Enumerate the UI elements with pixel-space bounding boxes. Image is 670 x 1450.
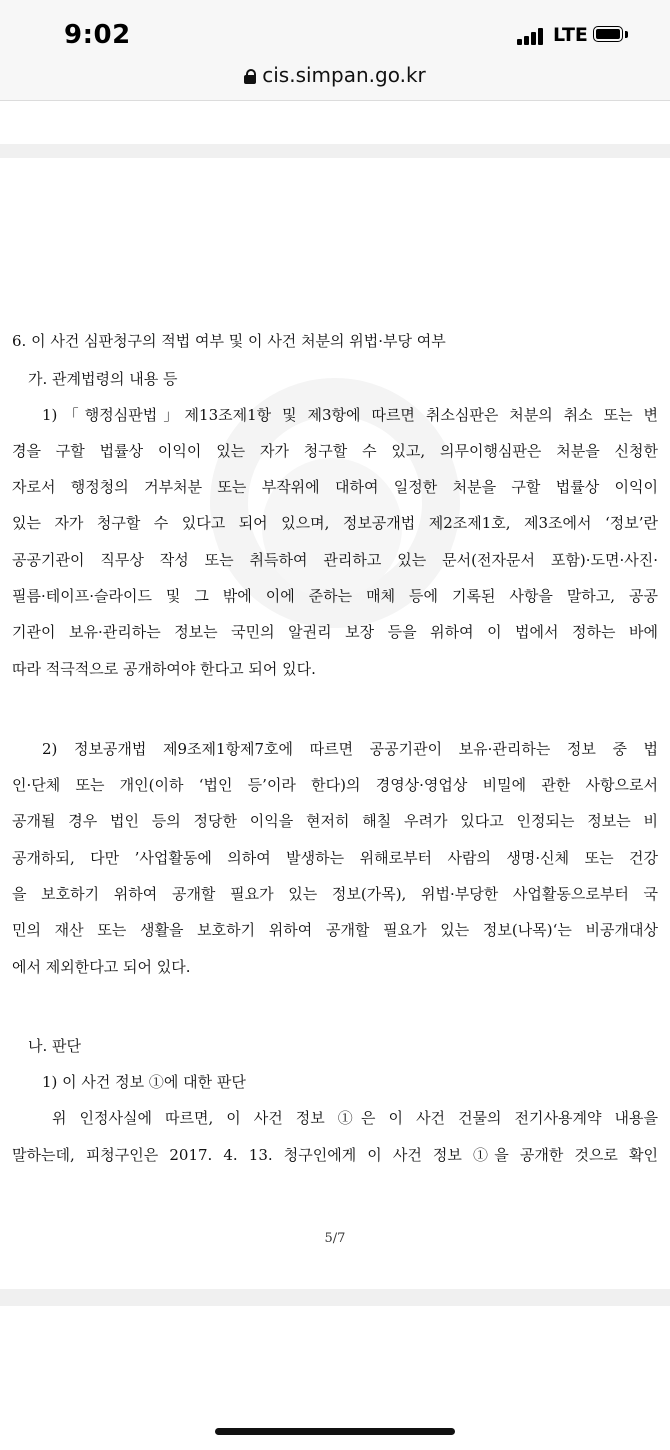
paragraph-line: 인·단체 또는 개인(이하 ‘법인 등’이라 한다)의 경영상·영업상 비밀에 관한 사항으로서 (12, 776, 658, 794)
paragraph-line: 에서 제외한다고 되어 있다. (12, 958, 191, 976)
status-bar (0, 0, 670, 101)
cellular-signal-icon (517, 27, 549, 45)
paragraph-line: 공개하되, 다만 ’사업활동에 의하여 발생하는 위해로부터 사람의 생명·신체 또는 건강 (12, 849, 658, 867)
page-number: 5/7 (324, 1231, 346, 1246)
battery-icon (593, 26, 629, 44)
subsection-heading: 가. 관계법령의 내용 등 (28, 370, 178, 388)
document-page (0, 158, 670, 1289)
network-type: LTE (553, 24, 588, 46)
paragraph-line: 위 인정사실에 따르면, 이 사건 정보 ①은 이 사건 건물의 전기사용계약 내용을 (52, 1109, 658, 1127)
address-bar[interactable] (0, 63, 670, 87)
paragraph-line: 자로서 행정청의 거부처분 또는 부작위에 대하여 일정한 처분을 구할 법률상 이익이 (12, 478, 658, 496)
paragraph-line: 경을 구할 법률상 이익이 있는 자가 청구할 수 있고, 의무이행심판은 처분을 신청한 (12, 442, 658, 460)
paragraph-line: 따라 적극적으로 공개하여야 한다고 되어 있다. (12, 660, 316, 678)
item-heading: 1) 이 사건 정보 ①에 대한 판단 (42, 1073, 246, 1091)
paragraph-line: 있는 자가 청구할 수 있다고 되어 있으며, 정보공개법 제2조제1호, 제3조에서 ‘정보’란 (12, 514, 658, 532)
paragraph-line: 민의 재산 또는 생활을 보호하기 위하여 공개할 필요가 있는 정보(나목)‘는 비공개대상 (12, 921, 658, 939)
status-time: 9:02 (64, 20, 131, 50)
paragraph-line: 2) 정보공개법 제9조제1항제7호에 따르면 공공기관이 보유·관리하는 정보 중 법 (42, 740, 658, 758)
url-text: cis.simpan.go.kr (262, 63, 426, 87)
home-indicator[interactable] (215, 1428, 455, 1435)
lock-icon (244, 69, 256, 83)
page-separator-top (0, 144, 670, 158)
paragraph-line: 1)「행정심판법」제13조제1항 및 제3항에 따르면 취소심판은 처분의 취소 또는 변 (42, 406, 658, 424)
paragraph-line: 공개될 경우 법인 등의 정당한 이익을 현저히 해칠 우려가 있다고 인정되는 정보는 비 (12, 812, 658, 830)
paragraph-line: 을 보호하기 위하여 공개할 필요가 있는 정보(가목), 위법·부당한 사업활동으로부터 국 (12, 885, 658, 903)
section-heading: 6. 이 사건 심판청구의 적법 여부 및 이 사건 처분의 위법·부당 여부 (12, 332, 446, 350)
subsection-heading: 나. 판단 (28, 1037, 82, 1055)
page-separator-bottom (0, 1289, 670, 1306)
paragraph-line: 기관이 보유·관리하는 정보는 국민의 알권리 보장 등을 위하여 이 법에서 정하는 바에 (12, 623, 658, 641)
paragraph-line: 말하는데, 피청구인은 2017. 4. 13. 청구인에게 이 사건 정보 ①을 공개한 것으로 확인 (12, 1146, 658, 1164)
paragraph-line: 필름·테이프·슬라이드 및 그 밖에 이에 준하는 매체 등에 기록된 사항을 말하고, 공공 (12, 587, 658, 605)
paragraph-line: 공공기관이 직무상 작성 또는 취득하여 관리하고 있는 문서(전자문서 포함)·도면·사진· (12, 551, 658, 569)
